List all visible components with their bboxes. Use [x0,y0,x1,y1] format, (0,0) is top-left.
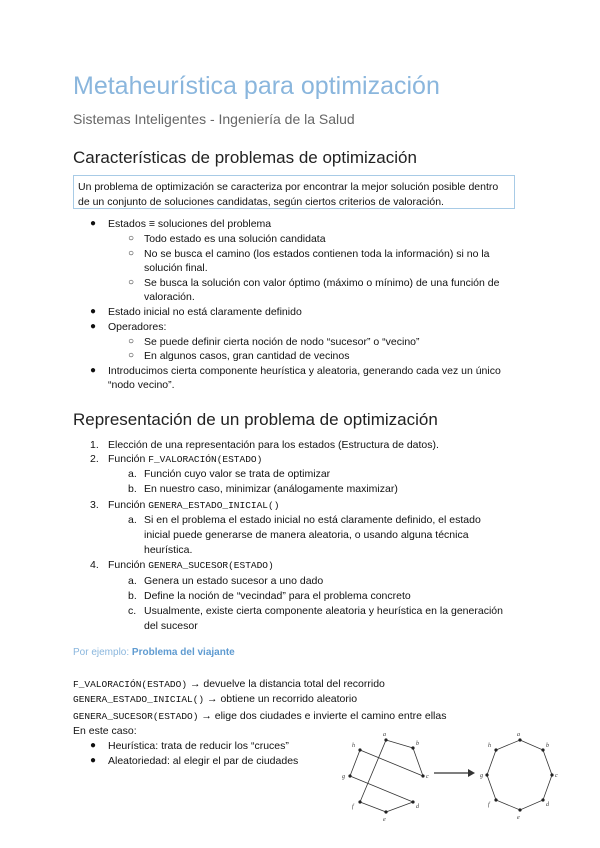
before-node-label: c [426,774,429,780]
list-letter: a. [128,575,137,587]
list-item: Elección de una representación para los estados (Estructura de datos). [108,439,439,451]
tour-without-crossing-diagram [478,730,568,825]
bullet-dot: ● [90,218,97,229]
bullet-circle: ○ [128,248,135,259]
page-subtitle: Sistemas Inteligentes - Ingeniería de la Salud [73,111,355,127]
list-item [108,452,262,467]
list-item-continuation: heurística. [144,544,193,556]
list-number: 4. [90,559,99,571]
before-node-label: f [352,804,354,810]
function-code: GENERA_SUCESOR(ESTADO) [148,560,274,571]
list-item: No se busca el camino (los estados contienen toda la información) si no la [144,248,490,260]
after-node-label: a [517,732,520,738]
example-line: En este caso: [73,725,137,737]
example-text: → obtiene un recorrido aleatorio [207,693,358,705]
before-node-label: h [352,743,355,749]
function-code: F_VALORACIÓN(ESTADO) [148,454,263,465]
list-item: Define la noción de “vecindad” para el problema concreto [144,590,411,602]
section1-heading: Características de problemas de optimización [73,148,417,167]
list-item: Usualmente, existe cierta componente aleatoria y heurística en la generación [144,605,503,617]
after-node-label: g [480,773,483,779]
example-line [73,677,385,692]
before-node-label: e [383,817,386,823]
list-item: En nuestro caso, minimizar (análogamente maximizar) [144,483,398,495]
after-node-label: b [546,743,549,749]
list-item: Estados ≡ soluciones del problema [108,218,272,230]
after-node-label: c [555,773,558,779]
bullet-dot: ● [90,365,97,376]
list-item-continuation: valoración. [144,291,195,303]
list-item: Se puede definir cierta noción de nodo “sucesor” o “vecino” [144,336,420,348]
bullet-dot: ● [90,321,97,332]
list-item: Todo estado es una solución candidata [144,233,326,245]
traveling-salesman-link[interactable]: Problema del viajante [131,647,235,658]
list-letter: b. [128,590,137,602]
list-item: Introducimos cierta componente heurística y aleatoria, generando cada vez un único [108,365,501,377]
list-item: Se busca la solución con valor óptimo (máximo o mínimo) de una función de [144,277,500,289]
example-line [73,692,357,707]
function-code: GENERA_ESTADO_INICIAL() [73,694,205,705]
page-title: Metaheurística para optimización [73,72,440,100]
list-letter: a. [128,468,137,480]
bullet-dot: ● [90,740,97,751]
function-code: GENERA_SUCESOR(ESTADO) [73,711,199,722]
list-item: Aleatoriedad: al elegir el par de ciudades [108,755,299,767]
list-letter: a. [128,514,137,526]
list-item: Operadores: [108,321,167,333]
definition-callout: Un problema de optimización se caracteriza por encontrar la mejor solución posible dentro de un conjunto de soluciones candidatas, según ciertos criterios de valoración. [73,175,515,209]
before-node-label: a [383,732,386,738]
before-node-label: b [416,741,419,747]
list-item: Estado inicial no está claramente definido [108,306,302,318]
list-item [108,498,279,513]
transform-arrow-icon [432,766,476,780]
list-item: Genera un estado sucesor a uno dado [144,575,324,587]
list-item-continuation: del sucesor [144,620,198,632]
list-item: Función cuyo valor se trata de optimizar [144,468,331,480]
item-label: Función [108,559,146,571]
bullet-circle: ○ [128,336,135,347]
bullet-circle: ○ [128,350,135,361]
before-node-label: g [342,774,345,780]
before-node-label: d [416,804,419,810]
list-item [108,558,274,573]
list-item: En algunos casos, gran cantidad de vecinos [144,350,350,362]
item-label: Función [108,499,146,511]
list-item-continuation: “nodo vecino”. [108,379,175,391]
after-node-label: f [488,802,490,808]
list-letter: c. [128,605,137,617]
bullet-dot: ● [90,306,97,317]
after-node-label: h [488,743,491,749]
after-node-label: e [517,815,520,821]
example-hint [73,647,235,658]
list-number: 3. [90,499,99,511]
list-item: Si en el problema el estado inicial no está claramente definido, el estado [144,514,481,526]
list-item-continuation: inicial puede generarse de manera aleatoria, o usando alguna técnica [144,529,469,541]
bullet-dot: ● [90,755,97,766]
list-number: 2. [90,453,99,465]
list-item-continuation: solución final. [144,262,208,274]
section2-heading: Representación de un problema de optimización [73,410,438,429]
example-text: → devuelve la distancia total del recorrido [189,678,385,690]
example-text: → elige dos ciudades e invierte el camino entre ellas [201,710,447,722]
tour-with-crossing-diagram [338,730,438,825]
after-node-label: d [546,802,549,808]
bullet-circle: ○ [128,277,135,288]
example-prefix: Por ejemplo: [73,647,130,658]
function-code: F_VALORACIÓN(ESTADO) [73,679,188,690]
example-line [73,709,446,724]
bullet-circle: ○ [128,233,135,244]
list-letter: b. [128,483,137,495]
list-item: Heurística: trata de reducir los “cruces” [108,740,289,752]
function-code: GENERA_ESTADO_INICIAL() [148,500,280,511]
item-label: Función [108,453,146,465]
list-number: 1. [90,439,99,451]
